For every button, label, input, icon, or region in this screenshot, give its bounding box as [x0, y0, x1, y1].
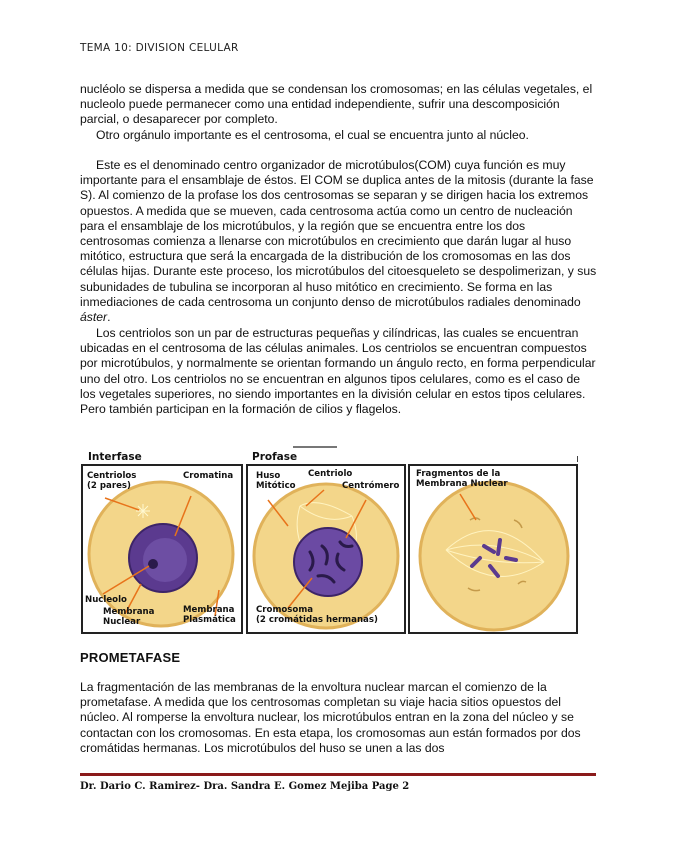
- paragraph-3-text: [80, 158, 598, 325]
- nucleolus-shape: [148, 559, 158, 569]
- label-mitotico: Mitótico: [256, 481, 296, 491]
- label-cromatidas-hermanas: (2 cromátidas hermanas): [256, 615, 378, 625]
- label-cromatina: Cromatina: [183, 471, 234, 481]
- panel-profase: [246, 464, 406, 634]
- paragraph-1-text: nucléolo se dispersa a medida que se condensan los cromosomas; en las células vegetales, el nucleolo puede permanecer como una entidad independiente, sufrir una descomposición parcial, o desaparecer por completo.: [80, 82, 593, 127]
- aster-term: áster: [80, 310, 108, 325]
- cell-division-figure: [80, 446, 596, 634]
- section-heading-prometafase: PROMETAFASE: [80, 650, 181, 665]
- panel-prometafase: [408, 464, 578, 634]
- label-membrana-plasmatica-2: Plasmática: [183, 615, 236, 625]
- footer-page-number: Page 2: [371, 781, 410, 792]
- figure-right-mark: [577, 456, 578, 462]
- footer-rule: [80, 773, 596, 776]
- panel-interfase: [81, 464, 243, 634]
- footer-authors: Dr. Dario C. Ramirez- Dra. Sandra E. Gomez Mejiba: [80, 781, 369, 792]
- label-nucleolo: Nucleolo: [85, 595, 127, 605]
- label-fragmentos: Fragmentos de la: [416, 469, 501, 479]
- label-membrana-nuclear-2: Nuclear: [103, 617, 141, 627]
- paragraph-5-text: La fragmentación de las membranas de la envoltura nuclear marcan el comienzo de la prometafase. A medida que los centrosomas completan su viaje hacia sitios opuestos del núcleo. Al romperse la envoltura nuclear, los microtúbulos entran en la zona del núcleo y se contactan con los cromosomas. En esta etapa, los cromosomas aun están formados por dos cromátidas hermanas. Los microtúbulos del huso se unen a las dos: [80, 680, 581, 755]
- paragraph-4-text: Los centriolos son un par de estructuras pequeñas y cilíndricas, las cuales se encuentran ubicadas en el centrosoma de las células animales. Los centriolos se encuentran compuestos por microtúbulos, y normalmente se orientan formando un ángulo recto, en forma perpendicular uno del otro. Los centriolos no se encuentran en algunos tipos celulares, como es el caso de los vegetales superiores, no siendo importantes en la división celular en estos tipos celulares. Pero también participan en la formación de cilios y flagelos.: [80, 326, 596, 417]
- page-footer: [80, 781, 409, 792]
- label-2-pares: (2 pares): [87, 481, 131, 491]
- label-centriolo: Centriolo: [308, 469, 353, 479]
- label-huso: Huso: [256, 471, 281, 481]
- paragraph-2: [80, 128, 598, 143]
- page-header: TEMA 10: DIVISION CELULAR: [80, 42, 239, 54]
- prometafase-illustration: [410, 466, 576, 632]
- label-membrana-nuclear: Membrana Nuclear: [416, 479, 508, 489]
- paragraph-3-main: Este es el denominado centro organizador de microtúbulos(COM) cuya función es muy importante para el ensamblaje de éstos. El COM se duplica antes de la mitosis (durante la fase S). Al comienzo de la profase los dos centrosomas se separan y se dirigen hacia los extremos opuestos. A medida que se mueven, cada centrosoma actúa como un centro de nucleación para el ensamblaje de los microtúbulos, y la región que se encuentra entre los dos centrosomas comienza a llenarse con microtúbulos en crecimiento que darán lugar al huso mitótico, estructura que será la encargada de la distribución de los cromosomas en las dos células hijas. Durante este proceso, los microtúbulos del citoesqueleto se despolimerizan, y sus subunidades de tubulina se incorporan al huso mitótico en crecimiento. Se forma en las inmediaciones de cada centrosoma un conjunto denso de microtúbulos radiales denominado: [80, 158, 597, 309]
- paragraph-5: [80, 680, 598, 756]
- label-centriolos: Centriolos: [87, 471, 137, 481]
- centriole-star: [136, 504, 150, 518]
- stage-title-interfase: Interfase: [88, 451, 142, 463]
- paragraph-4: [80, 326, 598, 417]
- paragraph-3-end: .: [107, 310, 111, 325]
- label-cromosoma: Cromosoma: [256, 605, 314, 615]
- figure-top-mark: [293, 446, 337, 448]
- label-membrana-plasmatica-1: Membrana: [183, 605, 235, 615]
- label-centromero: Centrómero: [342, 481, 400, 491]
- stage-title-profase: Profase: [252, 451, 298, 463]
- paragraph-1: [80, 82, 598, 128]
- paragraph-2-text: Otro orgánulo importante es el centrosoma, el cual se encuentra junto al núcleo.: [96, 128, 529, 142]
- label-membrana-nuclear-1: Membrana: [103, 607, 155, 617]
- paragraph-3: [80, 158, 598, 325]
- cell-cytoplasm: [420, 482, 568, 630]
